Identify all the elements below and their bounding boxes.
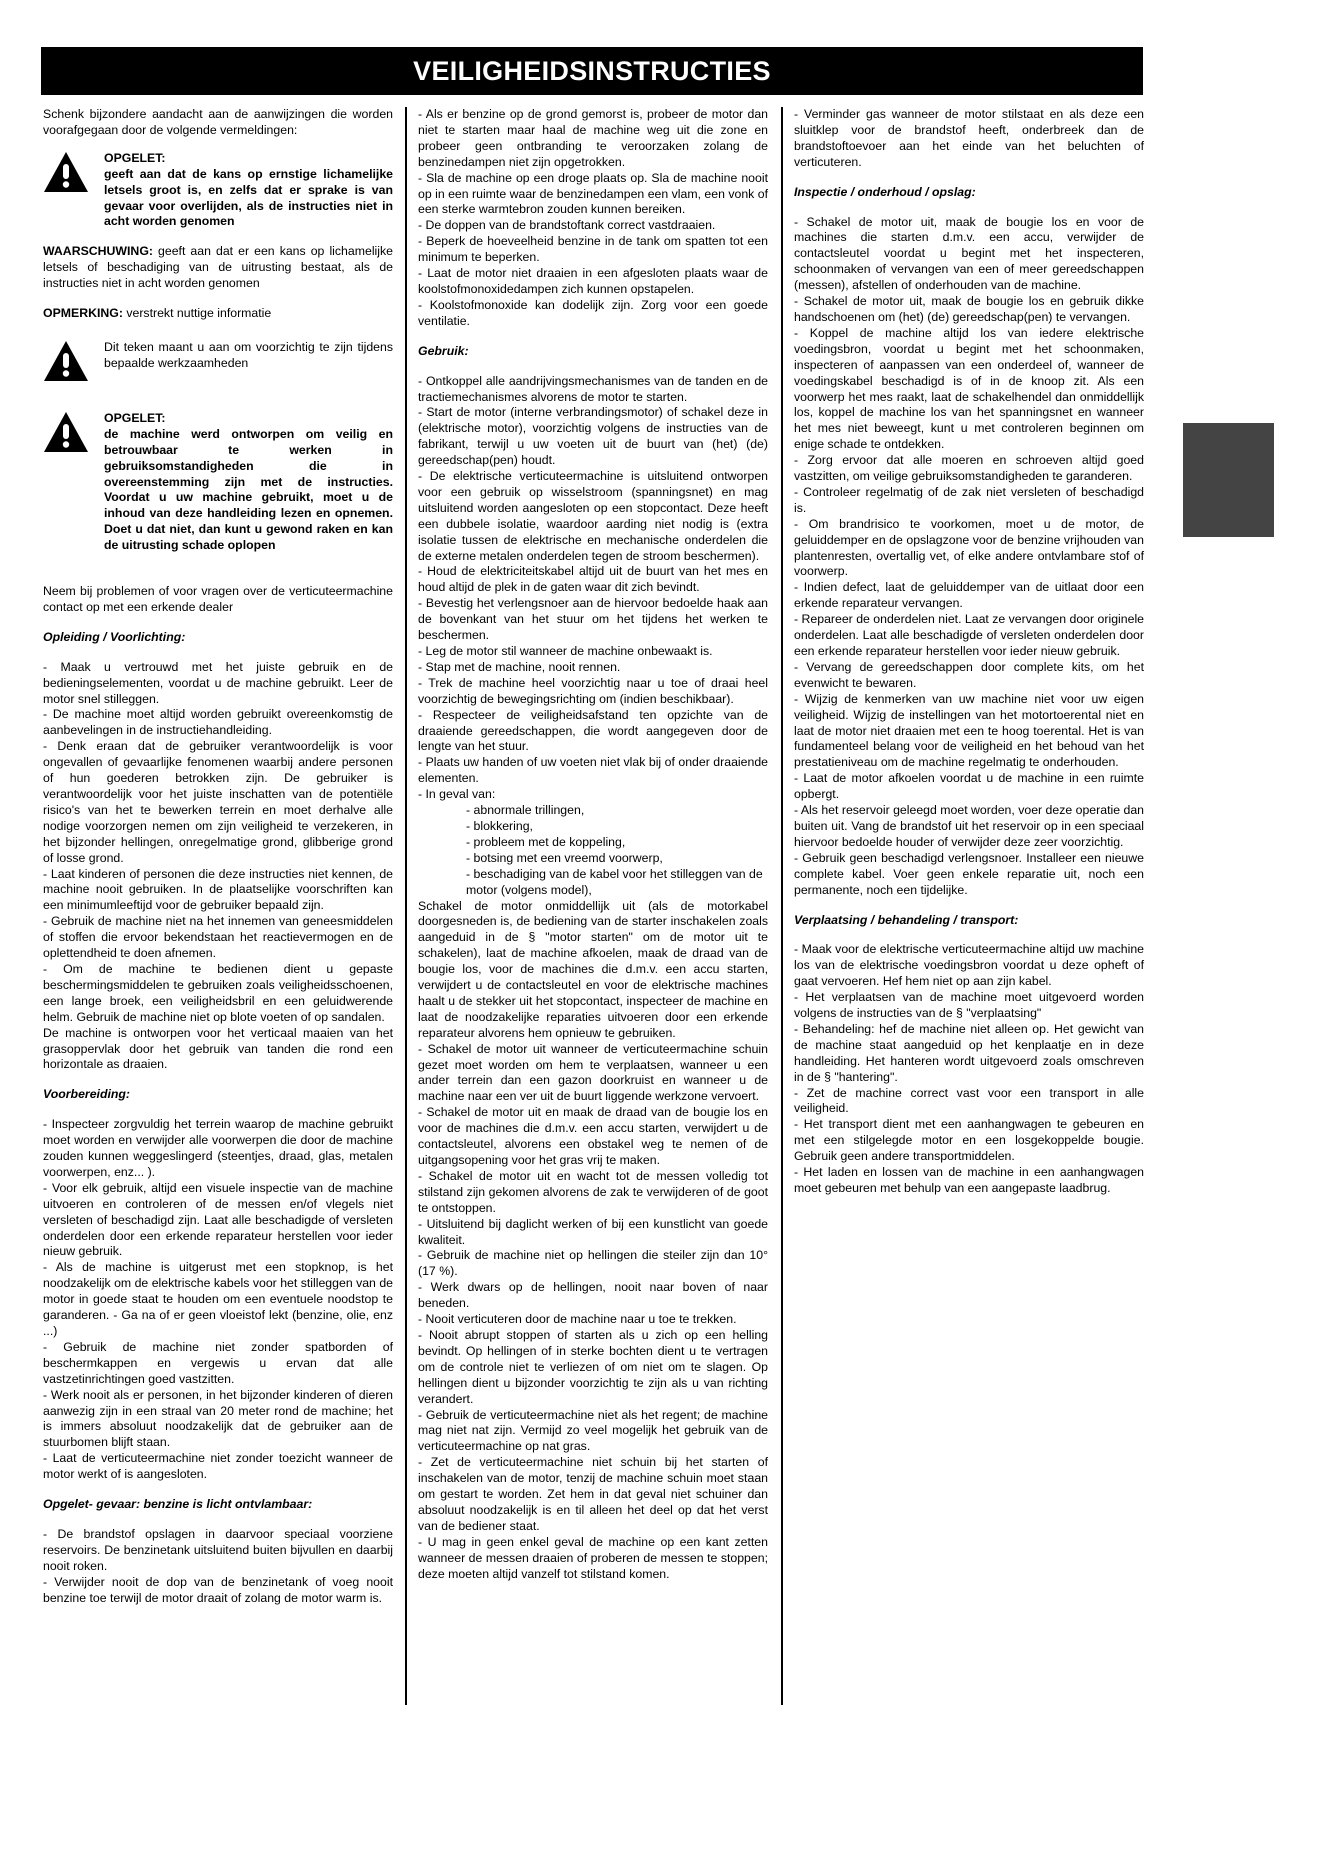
opmerking-label: OPMERKING: (43, 306, 123, 321)
paragraph: - Denk eraan dat de gebruiker verantwoordelijk is voor ongevallen of gevaarlijke fenomenen waarbij andere personen of hun goederen betrokken zijn. De gebruiker is verantwoordelijk voor het juiste inschatten van de potentiële risico's van het te bewerken terrein en moet derhalve alle nodige voorzorgen nemen om zijn veiligheid te verzekeren, in het bijzonder hellingen, onregelmatige grond, glibberige grond of losse grond. (43, 739, 393, 865)
paragraph: - U mag in geen enkel geval de machine op een kant zetten wanneer de messen draaien of proberen de messen te stoppen; deze moeten altijd vanzelf tot stilstand komen. (418, 1534, 768, 1581)
paragraph: - Laat de motor afkoelen voordat u de machine in een ruimte opbergt. (794, 771, 1144, 802)
list-item: - probleem met de koppeling, (466, 834, 626, 849)
paragraph: - Gebruik de verticuteermachine niet als het regent; de machine mag niet nat zijn. Vermijd zo veel mogelijk het gebruik van de verticuteermachine op nat gras. (418, 1407, 768, 1454)
paragraph: - Schakel de motor uit en maak de draad van de bougie los en voor de machines die d.m.v. een accu starten, verwijdert u de contactsleutel, alvorens een obstakel weg te nemen of de uitgangsopening voor het gras vrij te maken. (418, 1105, 768, 1167)
column-divider (405, 107, 407, 1705)
paragraph: - Verwijder nooit de dop van de benzinetank of voeg nooit benzine toe terwijl de motor draait of zolang de motor warm is. (43, 1574, 393, 1605)
warning-title: OPGELET: (104, 410, 166, 425)
warning-triangle-icon (43, 340, 90, 387)
paragraph: - Schakel de motor uit en wacht tot de messen volledig tot stilstand zijn gekomen alvorens de zak te verwijderen of de goot te ontstoppen. (418, 1168, 768, 1215)
paragraph: - Zorg ervoor dat alle moeren en schroeven altijd goed vastzitten, om veilige gebruiksomstandigheden te garanderen. (794, 453, 1144, 484)
column-2 (418, 107, 768, 1582)
paragraph: - Maak voor de elektrische verticuteermachine altijd uw machine los van de elektrische voedingsbron voordat u deze opheft of gaat vervoeren. Hef hem niet op aan zijn kabel. (794, 942, 1144, 989)
paragraph: - Voor elk gebruik, altijd een visuele inspectie van de machine uitvoeren en controleren of de messen en/of vlegels niet versleten of beschadigd zijn. Laat alle beschadigde of versleten onderdelen door een erkende reparateur herstellen voor ieder nieuw gebruik. (43, 1180, 393, 1259)
paragraph: - Controleer regelmatig of de zak niet versleten of beschadigd is. (794, 484, 1144, 515)
paragraph: - Ontkoppel alle aandrijvingsmechanismes van de tanden en de tractiemechanismes alvorens de motor te starten. (418, 373, 768, 404)
warning-block-2 (43, 340, 393, 387)
paragraph: - Sla de machine op een droge plaats op. Sla de machine nooit op in een ruimte waar de benzinedampen een vlam, een vonk of een sterke warmtebron zouden kunnen bereiken. (418, 170, 768, 217)
paragraph: - Zet de verticuteermachine niet schuin bij het starten of inschakelen van de motor, tenzij de machine schuin moet staan om gestart te worden. Zet hem in dat geval niet schuiner dan absoluut noodzakelijk is en til alleen het deel op dat het verst van de bediener staat. (418, 1455, 768, 1533)
paragraph: - Bevestig het verlengsnoer aan de hiervoor bedoelde haak aan de bovenkant van het stuur om het tijdens het werken te beschermen. (418, 596, 768, 643)
paragraph: - Laat de verticuteermachine niet zonder toezicht wanneer de motor werkt of is aangesloten. (43, 1451, 393, 1482)
paragraph: - Schakel de motor uit, maak de bougie los en voor de machines die starten d.m.v. een accu, verwijder de contactsleutel voordat u begint met het inspecteren, schoonmaken of vervangen van een of meer gereedschappen (messen), afstellen of onderhouden van de machine. (794, 214, 1144, 293)
paragraph: Schakel de motor onmiddellijk uit (als de motorkabel doorgesneden is, de bediening van de starter inschakelen zoals aangeduid in de § "motor starten" om de motor uit te schakelen), laat de machine afkoelen, maak de draad van de bougie los, voor de machines die d.m.v. een accu starten, verwijdert u de contactsleutel en voor de elektrische machines haalt u de stekker uit het stopcontact, inspecteer de machine en laat de noodzakelijke reparaties uitvoeren door een erkende reparateur alvorens hem opnieuw te gebruiken. (418, 898, 768, 1040)
section-heading-voorbereiding: Voorbereiding: (43, 1087, 130, 1102)
paragraph: - Gebruik de machine niet na het innemen van geneesmiddelen of stoffen die ervoor bekendstaan het reactievermogen en de oplettendheid te doen afnemen. (43, 914, 393, 961)
paragraph: - Respecteer de veiligheidsafstand ten opzichte van de draaiende gereedschappen, die wordt aangegeven door de lengte van het stuur. (418, 707, 768, 754)
paragraph: - De doppen van de brandstoftank correct vastdraaien. (418, 218, 716, 233)
list-item: - beschadiging van de kabel voor het stilleggen van de motor (volgens model), (466, 866, 763, 897)
list-item: - botsing met een vreemd voorwerp, (466, 850, 663, 865)
paragraph: - Als er benzine op de grond gemorst is, probeer de motor dan niet te starten maar haal de machine weg uit die zone en probeer geen ontbranding te veroorzaken zolang de benzinedampen niet zijn opgetrokken. (418, 107, 768, 169)
paragraph: - Houd de elektriciteitskabel altijd uit de buurt van het mes en houd altijd de plek in de gaten waar dit zich bevindt. (418, 564, 768, 595)
paragraph: - Het transport dient met een aanhangwagen te gebeuren en met een stilgelegde motor en een losgekoppelde bougie. Gebruik geen andere transportmiddelen. (794, 1117, 1144, 1164)
paragraph: - Als het reservoir geleegd moet worden, voer deze operatie dan buiten uit. Vang de brandstof uit het reservoir op in een speciaal hiervoor bedoelde houder of verwijder deze zeer voorzichtig. (794, 803, 1144, 849)
section-heading-verplaatsing: Verplaatsing / behandeling / transport: (794, 912, 1019, 927)
paragraph: - Beperk de hoeveelheid benzine in de tank om spatten tot een minimum te beperken. (418, 234, 768, 265)
column-3 (794, 107, 1144, 1197)
paragraph: - Gebruik geen beschadigd verlengsnoer. Installeer een nieuwe complete kabel. Voer geen enkele reparatie uit, noch een permanente, noch een tijdelijke. (794, 850, 1144, 897)
list-item: - abnormale trillingen, (466, 803, 585, 818)
paragraph: - Werk nooit als er personen, in het bijzonder kinderen of dieren aanwezig zijn in een straal van 20 meter rond de machine; het is immers absoluut noodzakelijk dat de gebruiker aan de stuurbomen blijft staan. (43, 1387, 393, 1450)
paragraph: - Verminder gas wanneer de motor stilstaat en als deze een sluitklep voor de brandstof heeft, onderbreek dan de brandstoftoevoer aan het einde van het beluchten of verticuteren. (794, 107, 1144, 169)
opmerking-paragraph (43, 306, 393, 322)
paragraph: - Nooit verticuteren door de machine naar u toe te trekken. (418, 1312, 737, 1327)
warning-title: OPGELET: (104, 150, 166, 165)
paragraph: - Vervang de gereedschappen door complete kits, om het evenwicht te bewaren. (794, 659, 1144, 690)
paragraph: - Maak u vertrouwd met het juiste gebruik en de bedieningselementen, voordat u de machine gebruikt. Leer de motor snel stilleggen. (43, 659, 393, 706)
paragraph: - Gebruik de machine niet zonder spatborden of beschermkappen en vergewis u ervan dat alle vastzetinrichtingen goed vastzitten. (43, 1339, 393, 1386)
intro-text: Schenk bijzondere aandacht aan de aanwijzingen die worden voorafgegaan door de volgende vermeldingen: (43, 107, 393, 137)
warning-triangle-icon (43, 151, 90, 231)
paragraph: - Indien defect, laat de geluiddemper van de uitlaat door een erkende reparateur vervangen. (794, 580, 1144, 611)
paragraph: De machine is ontworpen voor het verticaal maaien van het grasoppervlak door het gebruik van tanden die rond een horizontale as draaien. (43, 1025, 393, 1072)
paragraph: - De elektrische verticuteermachine is uitsluitend ontworpen voor een gebruik op wisselstroom (spanningsnet) en mag uitsluitend worden aangesloten op een stopcontact. Deze heeft een dubbele isolatie, waardoor aarding niet nodig is (extra isolatie tussen de elektrische en mechanische onderdelen die de externe metalen onderdelen tegen de stroom beschermen). (418, 469, 768, 563)
paragraph: - Inspecteer zorgvuldig het terrein waarop de machine gebruikt moet worden en verwijder alle voorwerpen die door de machine zouden kunnen weggeslingerd (steentjes, draad, glas, metalen voorwerpen, enz... ). (43, 1117, 393, 1179)
paragraph: - In geval van: (418, 787, 496, 802)
section-heading-opleiding: Opleiding / Voorlichting: (43, 629, 186, 644)
waarschuwing-label: WAARSCHUWING: (43, 244, 153, 259)
caution-text: Dit teken maant u aan om voorzichtig te zijn tijdens bepaalde werkzaamheden (104, 339, 393, 370)
paragraph: - Nooit abrupt stoppen of starten als u zich op een helling bevindt. Op hellingen of in sterke bochten dient u te vertragen om de controle niet te verliezen of om niet om te slagen. Op hellingen dient u bijzonder voorzichtig te zijn als u van richting verandert. (418, 1327, 768, 1406)
paragraph: - Trek de machine heel voorzichtig naar u toe of draai heel voorzichtig de bewegingsrichting om (indien beschikbaar). (418, 675, 768, 706)
paragraph: - Zet de machine correct vast voor een transport in alle veiligheid. (794, 1085, 1144, 1116)
language-tab-marker (1183, 423, 1274, 537)
paragraph: - Uitsluitend bij daglicht werken of bij een kunstlicht van goede kwaliteit. (418, 1216, 768, 1247)
paragraph: - Het verplaatsen van de machine moet uitgevoerd worden volgens de instructies van de § "verplaatsing" (794, 990, 1144, 1021)
paragraph: - Laat kinderen of personen die deze instructies niet kennen, de machine nooit gebruiken. In de plaatselijke voorschriften kan een minimumleeftijd voor de gebruiker bepaald zijn. (43, 866, 393, 913)
page-title: VEILIGHEIDSINSTRUCTIES (41, 47, 1143, 95)
section-heading-gebruik: Gebruik: (418, 343, 469, 358)
waarschuwing-text: geeft aan dat er een kans op lichamelijke letsels of beschadiging van de uitrusting bestaat, als de instructies niet in acht worden genomen (43, 244, 393, 291)
paragraph: - Om de machine te bedienen dient u gepaste beschermingsmiddelen te gebruiken zoals veiligheidsschoenen, een lange broek, een veiligheidsbril en een geluidwerende helm. Gebruik de machine niet op blote voeten of op sandalen. (43, 961, 393, 1024)
paragraph: - Schakel de motor uit wanneer de verticuteermachine schuin gezet moet worden om hem te verplaatsen, wanneer u een ander terrein dan een gazon doorkruist en wanneer u de machine naar een ver uit de buurt liggende werkzone vervoert. (418, 1041, 768, 1104)
paragraph: - Schakel de motor uit, maak de bougie los en gebruik dikke handschoenen om (het) (de) gereedschap(pen) te vervangen. (794, 294, 1144, 324)
paragraph: - Plaats uw handen of uw voeten niet vlak bij of onder draaiende elementen. (418, 755, 768, 786)
paragraph: - Behandeling: hef de machine niet alleen op. Het gewicht van de machine staat aangeduid op het kenplaatje en in deze handleiding. Het hanteren wordt uitgevoerd zoals omschreven in de § "hantering". (794, 1021, 1144, 1084)
paragraph: - Koppel de machine altijd los van iedere elektrische voedingsbron, voordat u begint met het schoonmaken, inspecteren of aanpassen van een onderdeel of, wanneer de voedingskabel beschadigd is of in de knoop zit. Als een voorwerp het mes raakt, laat de schakelhendel dan onmiddellijk los, koppel de machine los van het spanningsnet en wanneer het mes niet beweegt, kunt u met controleren beginnen om enige schade te ontdekken. (794, 325, 1144, 452)
opmerking-text: verstrekt nuttige informatie (122, 306, 272, 321)
warning-triangle-icon (43, 411, 90, 554)
paragraph: - Start de motor (interne verbrandingsmotor) of schakel deze in (elektrische motor), voorzichtig volgens de instructies van de fabrikant, terwijl u uw voeten uit de buurt van (het) (de) gereedschap(pen) houdt. (418, 405, 768, 468)
list-item: - blokkering, (466, 818, 533, 833)
paragraph: - Wijzig de kenmerken van uw machine niet voor uw eigen veiligheid. Wijzig de instellingen van het motortoerental niet en laat de motor niet draaien met een te hoog toerental. Het is van fundamenteel belang voor de veiligheid en het behoud van het prestatieniveau om de machine regelmatig te onderhouden. (794, 691, 1144, 770)
paragraph: - De machine moet altijd worden gebruikt overeenkomstig de aanbevelingen in de instructiehandleiding. (43, 707, 393, 738)
column-1 (43, 107, 393, 1607)
paragraph: - Het laden en lossen van de machine in een aanhangwagen moet gebeuren met behulp van een aangepaste laadbrug. (794, 1165, 1144, 1195)
paragraph: - Om brandrisico te voorkomen, moet u de motor, de geluiddemper en de opslagzone voor de benzine vrijhouden van plantenresten, overtallig vet, of elke andere ontvlambare stof of voorwerp. (794, 516, 1144, 579)
paragraph: - Laat de motor niet draaien in een afgesloten plaats waar de koolstofmonoxidedampen zich kunnen opstapelen. (418, 266, 768, 296)
paragraph: - Als de machine is uitgerust met een stopknop, is het noodzakelijk om de elektrische kabels voor het stilleggen van de motor in goede staat te houden om een eventuele noodstop te garanderen. - Ga na of er geen vloeistof lekt (benzine, olie, enz ...) (43, 1260, 393, 1338)
paragraph: - Werk dwars op de hellingen, nooit naar boven of naar beneden. (418, 1280, 768, 1311)
warning-block-3 (43, 411, 393, 554)
paragraph: - Leg de motor stil wanneer de machine onbewaakt is. (418, 644, 713, 658)
paragraph: - Repareer de onderdelen niet. Laat ze vervangen door originele onderdelen. Laat alle beschadigde of versleten onderdelen door een erkende reparateur herstellen voor ieder nieuw gebruik. (794, 612, 1145, 658)
paragraph: - De brandstof opslagen in daarvoor speciaal voorziene reservoirs. De benzinetank uitsluitend buiten bijvullen en daarbij nooit roken. (43, 1526, 393, 1573)
column-divider (781, 107, 783, 1705)
dealer-text: Neem bij problemen of voor vragen over de verticuteermachine contact op met een erkende dealer (43, 584, 393, 614)
paragraph: - Gebruik de machine niet op hellingen die steiler zijn dan 10° (17 %). (418, 1248, 768, 1279)
section-heading-benzine: Opgelet- gevaar: benzine is licht ontvlambaar: (43, 1497, 313, 1512)
section-heading-inspectie: Inspectie / onderhoud / opslag: (794, 184, 976, 199)
waarschuwing-paragraph (43, 244, 393, 292)
paragraph: - Koolstofmonoxide kan dodelijk zijn. Zorg voor een goede ventilatie. (418, 297, 768, 328)
warning-text: de machine werd ontworpen om veilig en betrouwbaar te werken in gebruiksomstandigheden die in overeenstemming zijn met de instructies. Voordat u uw machine gebruikt, moet u de inhoud van deze handleiding lezen en opnemen. Doet u dat niet, dan kunt u gewond raken en kan de uitrusting schade oplopen (104, 426, 393, 553)
warning-block-1 (43, 151, 393, 231)
paragraph: - Stap met de machine, nooit rennen. (418, 659, 621, 674)
warning-text: geeft aan dat de kans op ernstige lichamelijke letsels groot is, en zelfs dat er sprake is van gevaar voor overlijden, als de instructies niet in acht worden genomen (104, 166, 393, 229)
